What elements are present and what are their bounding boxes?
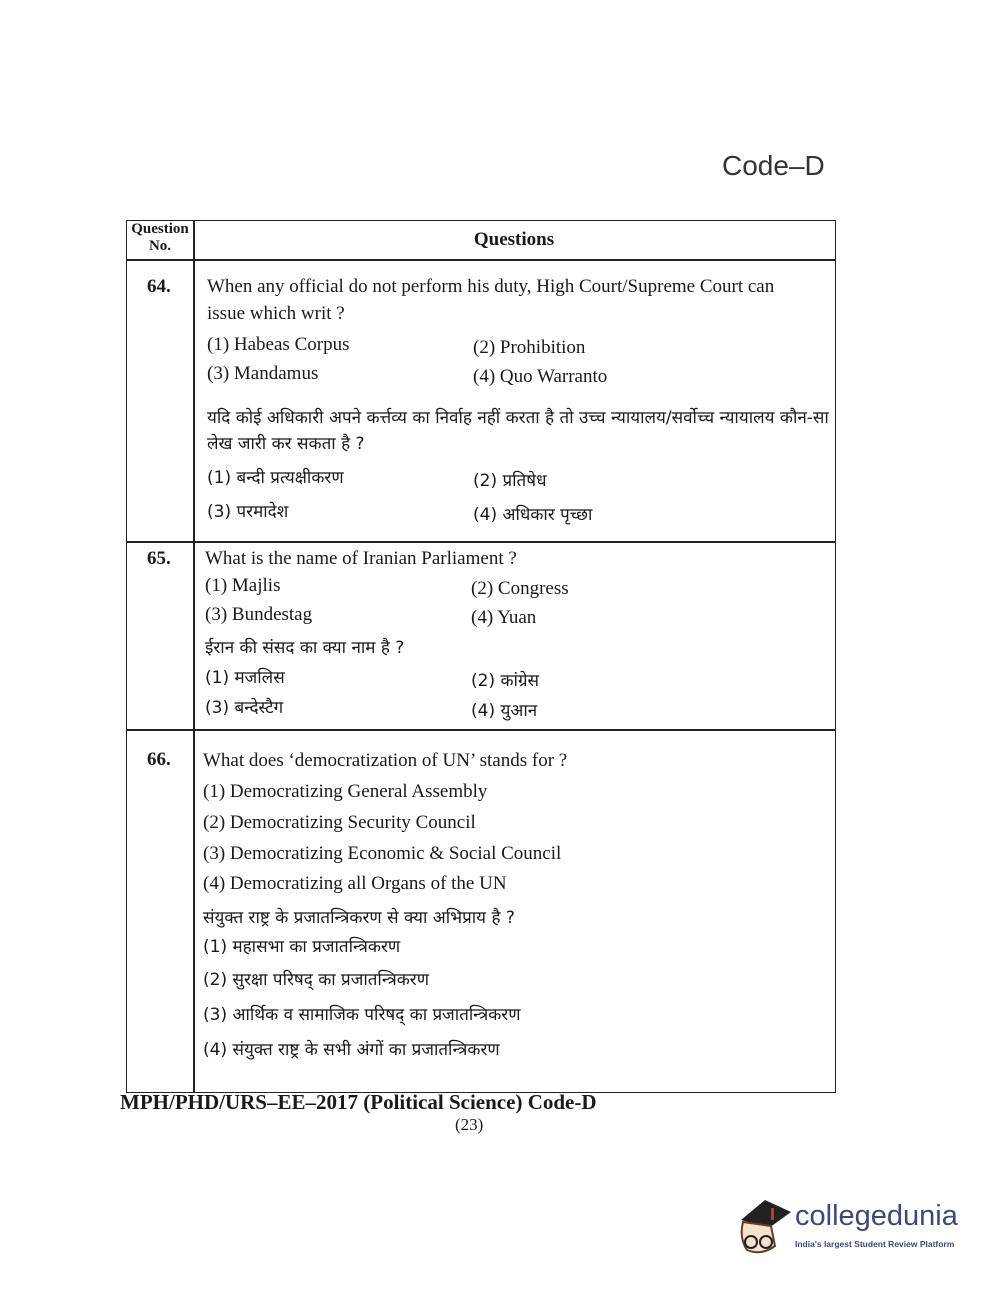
question-text-en: When any official do not perform his duty, High Court/Supreme Court can	[207, 276, 775, 297]
option: (2) Prohibition	[473, 337, 586, 358]
mascot-icon	[735, 1198, 793, 1258]
question-text-en: issue which writ ?	[207, 303, 345, 324]
option: (1) Majlis	[205, 575, 281, 596]
option: (3) Mandamus	[207, 363, 319, 384]
question-number: 64.	[147, 276, 171, 297]
option: (1) Habeas Corpus	[207, 334, 350, 355]
option: (4) Democratizing all Organs of the UN	[203, 873, 507, 894]
option: (2) Democratizing Security Council	[203, 812, 476, 833]
option: (3) परमादेश	[207, 502, 289, 522]
option: (3) Bundestag	[205, 604, 313, 625]
question-text-en: What is the name of Iranian Parliament ?	[205, 548, 517, 569]
question-number: 65.	[147, 548, 171, 569]
option: (2) प्रतिषेध	[473, 471, 547, 491]
header-question-no: Question No.	[131, 221, 189, 254]
question-text-en: What does ‘democratization of UN’ stands for ?	[203, 750, 568, 771]
option: (1) महासभा का प्रजातन्त्रिकरण	[203, 937, 401, 957]
option: (3) बन्देस्टैग	[205, 698, 284, 718]
question-text-hi: संयुक्त राष्ट्र के प्रजातन्त्रिकरण से क्या अभिप्राय है ?	[203, 908, 515, 928]
column-divider	[193, 221, 195, 1092]
option: (1) बन्दी प्रत्यक्षीकरण	[207, 468, 344, 488]
option: (3) Democratizing Economic & Social Council	[203, 843, 562, 864]
footer-title: MPH/PHD/URS–EE–2017 (Political Science) Code-D	[120, 1090, 597, 1114]
option: (4) Yuan	[471, 607, 537, 628]
collegedunia-logo	[735, 1198, 960, 1263]
paper-code: Code–D	[722, 150, 825, 181]
option: (4) Quo Warranto	[473, 366, 608, 387]
question-number: 66.	[147, 749, 171, 770]
question-text-hi: लेख जारी कर सकता है ?	[207, 434, 365, 454]
questions-table	[126, 220, 836, 1093]
option: (4) संयुक्त राष्ट्र के सभी अंगों का प्रजातन्त्रिकरण	[203, 1040, 500, 1060]
logo-name: collegedunia	[795, 1200, 958, 1232]
option: (4) युआन	[471, 701, 538, 721]
option: (2) कांग्रेस	[471, 671, 540, 691]
option: (1) मजलिस	[205, 668, 285, 688]
row-divider	[127, 259, 835, 261]
row-divider	[127, 541, 835, 543]
option: (3) आर्थिक व सामाजिक परिषद् का प्रजातन्त्रिकरण	[203, 1005, 521, 1025]
option: (2) Congress	[471, 578, 569, 599]
question-text-hi: ईरान की संसद का क्या नाम है ?	[205, 638, 405, 658]
option: (1) Democratizing General Assembly	[203, 781, 488, 802]
option: (2) सुरक्षा परिषद् का प्रजातन्त्रिकरण	[203, 970, 430, 990]
page-number: (23)	[455, 1115, 484, 1134]
question-text-hi: यदि कोई अधिकारी अपने कर्त्तव्य का निर्वाह नहीं करता है तो उच्च न्यायालय/सर्वोच्च न्यायालय कौन-सा	[207, 408, 829, 428]
row-divider	[127, 729, 835, 731]
header-questions: Questions	[473, 229, 555, 250]
logo-tagline: India's largest Student Review Platform	[795, 1239, 955, 1249]
option: (4) अधिकार पृच्छा	[473, 505, 593, 525]
